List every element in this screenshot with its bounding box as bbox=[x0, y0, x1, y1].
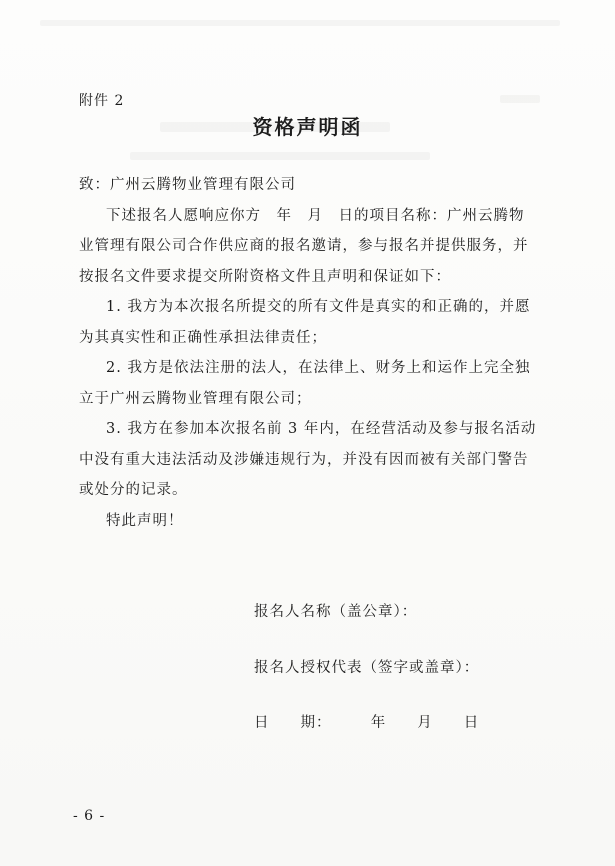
date-label: 日 期： 年 月 日 bbox=[254, 715, 480, 731]
addressee-line: 致：广州云腾物业管理有限公司 bbox=[79, 177, 296, 193]
intro-line-1: 下述报名人愿响应你方 年 月 日的项目名称：广州云腾物 bbox=[106, 208, 525, 224]
item-3-line-1: 3. 我方在参加本次报名前 3 年内，在经营活动及参与报名活动 bbox=[106, 421, 537, 437]
item-1-line-1: 1. 我方为本次报名所提交的所有文件是真实的和正确的，并愿 bbox=[106, 299, 531, 315]
intro-line-3: 按报名文件要求提交所附资格文件且声明和保证如下： bbox=[79, 269, 451, 285]
item-2-line-2: 立于广州云腾物业管理有限公司； bbox=[79, 391, 312, 407]
attachment-label: 附件 2 bbox=[79, 93, 125, 109]
bleed-through-mark bbox=[40, 20, 560, 26]
item-3-line-3: 或处分的记录。 bbox=[79, 482, 188, 498]
item-3-line-2: 中没有重大违法活动及涉嫌违规行为，并没有因而被有关部门警告 bbox=[79, 452, 529, 468]
item-2-line-1: 2. 我方是依法注册的法人，在法律上、财务上和运作上完全独 bbox=[106, 360, 531, 376]
representative-label: 报名人授权代表（签字或盖章）： bbox=[254, 660, 480, 676]
item-1-line-2: 为其真实性和正确性承担法律责任； bbox=[79, 330, 327, 346]
bleed-through-mark bbox=[500, 95, 540, 103]
bleed-through-mark bbox=[130, 152, 430, 160]
applicant-name-label: 报名人名称（盖公章）： bbox=[254, 604, 418, 620]
page-number: - 6 - bbox=[73, 808, 106, 824]
document-title: 资格声明函 bbox=[252, 115, 363, 139]
intro-line-2: 业管理有限公司合作供应商的报名邀请，参与报名并提供服务，并 bbox=[79, 238, 529, 254]
closing-statement: 特此声明！ bbox=[106, 513, 184, 529]
